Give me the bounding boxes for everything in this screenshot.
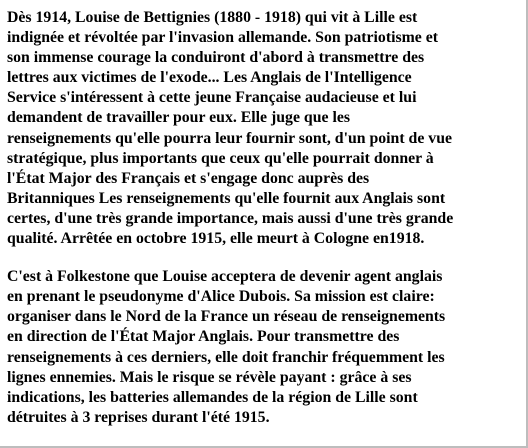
paragraph-1 [7, 8, 522, 249]
text-line: Britanniques Les renseignements qu'elle fournit aux Anglais sont [7, 189, 446, 207]
text-line: renseignements à ces derniers, elle doit franchir fréquemment les [7, 348, 445, 366]
text-line: renseignements qu'elle pourra leur fournir sont, d'un point de vue [7, 129, 452, 147]
text-line: Dès 1914, Louise de Bettignies (1880 - 1918) qui vit à Lille est [7, 9, 418, 26]
text-line: l'État Major des Français et s'engage donc auprès des [7, 169, 370, 187]
text-line: détruites à 3 reprises durant l'été 1915. [7, 408, 270, 426]
text-line: indications, les batteries allemandes de la région de Lille sont [7, 388, 418, 406]
text-line: qualité. Arrêtée en octobre 1915, elle meurt à Cologne en1918. [7, 230, 425, 248]
text-line: en direction de l'État Major Anglais. Pour transmettre des [7, 328, 400, 346]
paragraph-2 [7, 267, 522, 428]
text-line: lettres aux victimes de l'exode... Les Anglais de l'Intelligence [7, 69, 412, 87]
document-body [7, 8, 522, 428]
text-line: indignée et révoltée par l'invasion allemande. Son patriotisme et [7, 29, 439, 47]
text-line: C'est à Folkestone que Louise acceptera de devenir agent anglais [7, 268, 443, 286]
text-line: organiser dans le Nord de la France un réseau de renseignements [7, 308, 446, 326]
text-line: Service s'intéressent à cette jeune Française audacieuse et lui [7, 89, 417, 107]
text-line: en prenant le pseudonyme d'Alice Dubois. Sa mission est claire: [7, 288, 435, 306]
text-line: certes, d'une très grande importance, mais aussi d'une très grande [7, 209, 454, 227]
text-line: lignes ennemies. Mais le risque se révèle payant : grâce à ses [7, 368, 412, 386]
text-line: demandent de travailler pour eux. Elle juge que les [7, 109, 350, 127]
text-line: stratégique, plus importants que ceux qu'elle pourrait donner à [7, 149, 434, 167]
text-line: son immense courage la conduiront d'abord à transmettre des [7, 49, 425, 67]
